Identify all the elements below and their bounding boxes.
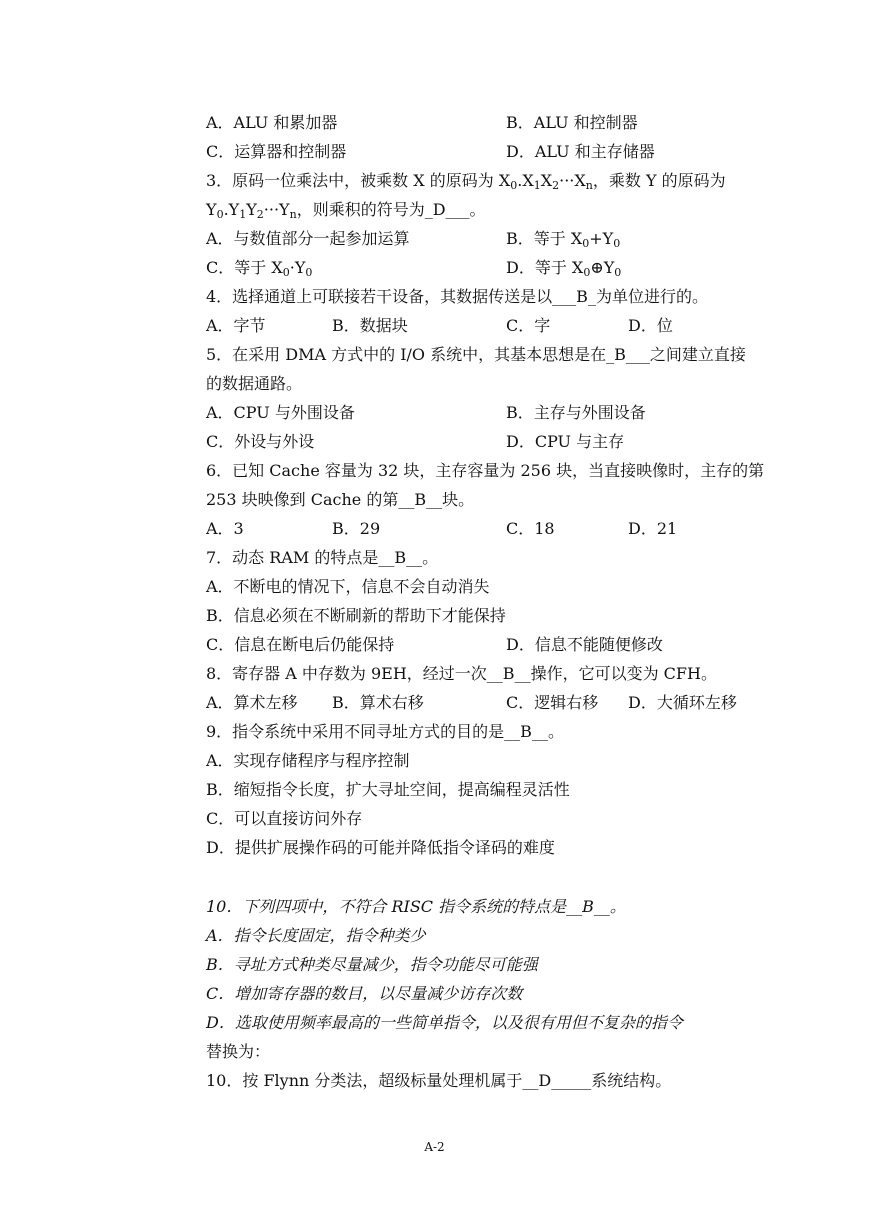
option-row: [206, 229, 621, 250]
option-a: A．不断电的情况下，信息不会自动消失: [206, 577, 490, 596]
question-6-line-1: 6．已知 Cache 容量为 32 块，主存容量为 256 块，当直接映像时，主存的第: [206, 461, 765, 480]
question-3-line-2: $Y_0.Y_1Y_2\cdot\cdot\cdot Y_n$，则乘积的符号为_D___。: [206, 200, 486, 221]
option-row: [206, 316, 673, 336]
option-b: B．等于 $X_0+Y_0$: [506, 229, 621, 250]
option-c: C．可以直接访问外存: [206, 809, 363, 828]
replace-note: 替换为：: [206, 1042, 271, 1061]
option-d: D．21: [628, 519, 678, 538]
option-a: A．指令长度固定，指令种类少: [206, 926, 426, 945]
option-b: B．缩短指令长度，扩大寻址空间，提高编程灵活性: [206, 780, 570, 799]
question-3-line-1: 3．原码一位乘法中，被乘数 X 的原码为 $X_0.X_1X_2\cdot\cdot\cdot X_n$，乘数 Y 的原码为: [206, 171, 726, 192]
question-7: 7．动态 RAM 的特点是__B__。: [206, 548, 439, 567]
option-d: D．位: [628, 316, 673, 335]
question-5-line-2: 的数据通路。: [206, 374, 303, 393]
option-row: [206, 113, 638, 133]
option-c: C．逻辑右移: [506, 693, 599, 712]
option-b: B．信息必须在不断刷新的帮助下才能保持: [206, 606, 506, 625]
option-c: C．运算器和控制器: [206, 142, 347, 161]
option-row: [206, 635, 663, 655]
option-a: A．实现存储程序与程序控制: [206, 751, 410, 770]
option-row: [206, 403, 646, 423]
option-b: B．寻址方式种类尽量减少，指令功能尽可能强: [206, 955, 538, 974]
option-row: [206, 142, 655, 162]
option-b: B．主存与外围设备: [506, 403, 646, 422]
option-d: D．提供扩展操作码的可能并降低指令译码的难度: [206, 838, 555, 857]
question-5-line-1: 5．在采用 DMA 方式中的 I/O 系统中，其基本思想是在_B___之间建立直接: [206, 345, 746, 364]
option-c: C．信息在断电后仍能保持: [206, 635, 395, 654]
option-c: C．18: [506, 519, 555, 538]
page-number: A-2: [424, 1140, 445, 1154]
option-a: A．3: [206, 519, 244, 538]
option-row: [206, 519, 678, 539]
option-d: D．信息不能随便修改: [506, 635, 663, 654]
option-b: B．ALU 和控制器: [506, 113, 638, 132]
question-9: 9．指令系统中采用不同寻址方式的目的是__B__。: [206, 722, 564, 741]
question-4: 4．选择通道上可联接若干设备，其数据传送是以___B_为单位进行的。: [206, 287, 708, 306]
option-a: A．算术左移: [206, 693, 298, 712]
question-6-line-2: 253 块映像到 Cache 的第__B__块。: [206, 490, 475, 509]
option-c: C．外设与外设: [206, 432, 315, 451]
option-a: A．字节: [206, 316, 266, 335]
option-b: B．算术右移: [332, 693, 424, 712]
option-d: D．选取使用频率最高的一些简单指令，以及很有用但不复杂的指令: [206, 1013, 683, 1032]
option-row: [206, 432, 625, 452]
option-b: B．29: [332, 519, 381, 538]
option-a: A．CPU 与外围设备: [206, 403, 355, 422]
option-a: A．与数值部分一起参加运算: [206, 229, 410, 248]
option-c: C．等于 $X_0\cdot Y_0$: [206, 258, 313, 279]
option-d: D．CPU 与主存: [506, 432, 625, 451]
question-10-replacement: 10．按 Flynn 分类法，超级标量处理机属于__D_____系统结构。: [206, 1071, 672, 1090]
option-a: A．ALU 和累加器: [206, 113, 338, 132]
question-8: 8．寄存器 A 中存数为 9EH，经过一次__B__操作，它可以变为 CFH。: [206, 664, 717, 683]
option-b: B．数据块: [332, 316, 408, 335]
option-d: D．大循环左移: [628, 693, 737, 712]
option-d: D．等于 $X_0\oplus Y_0$: [506, 258, 622, 279]
option-row: [206, 258, 622, 279]
option-c: C．字: [506, 316, 551, 335]
option-d: D．ALU 和主存储器: [506, 142, 655, 161]
option-row: [206, 693, 737, 713]
option-c: C．增加寄存器的数目，以尽量减少访存次数: [206, 984, 523, 1003]
question-10-original: 10．下列四项中，不符合 RISC 指令系统的特点是__B__。: [206, 897, 626, 916]
